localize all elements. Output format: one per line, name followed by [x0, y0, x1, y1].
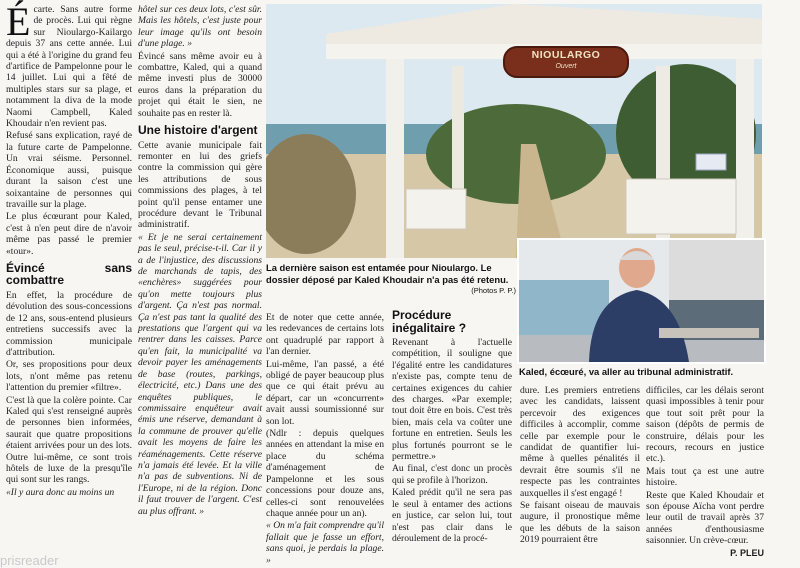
paragraph: Refusé sans explication, rayé de la future carte de Pampelonne. Un vrai séisme. Personnel. Économique aussi, puisque durant la saison c'est une soixantaine de personnes qui travaille sur la plage. [6, 130, 132, 210]
author-signature: P. PLEU [730, 547, 764, 558]
paragraph: Revenant à l'actuelle compétition, il souligne que l'égalité entre les candidatures n'existe pas, compte tenu de certaines exigences du cahier des charges. «Par exemple; tout doit être en bois. C'est très bien, mais cela va coûter une fortune en entretien. Seuls les plus fortunés pourront se le permettre.» [392, 337, 512, 463]
photo-caption-2: Kaled, écœuré, va aller au tribunal administratif. [519, 366, 734, 377]
section-heading-procedure: Procédure inégalitaire ? [392, 308, 467, 335]
article-column-5 [520, 385, 640, 547]
drop-cap: É [6, 0, 31, 44]
paragraph: Mais tout ça est une autre histoire. [646, 465, 764, 489]
paragraph: C'est là que la colère pointe. Car Kaled qui s'est renseigné auprès de personnes bien informées, saurait que quatre propositions étaient arrivées pour un des lots. Outre lui-même, ce sont trois hôtels de luxe de la presqu'île qui sont sur les rangs. [6, 394, 132, 486]
quote: «Il y aura donc au moins un [6, 486, 115, 498]
paragraph: Cette avanie municipale fait remonter en lui des griefs contre la commission qui gère les attributions de sous commissions des plages, à tel point qu'il pense entamer une procédure devant le Tribunal administratif. [138, 139, 262, 231]
reader-watermark: prisreader [0, 553, 59, 568]
sign-subtitle: Ouvert [555, 63, 577, 70]
paragraph: Évincé sans même avoir eu à combattre, Kaled, qui a quand même investi plus de 30000 euros dans la préparation du projet qui était le sien, ne souhaite pas en rester là. [138, 50, 262, 119]
paragraph: Et de noter que cette année, les redevances de certains lots ont quadruplé par rapport à l'an dernier. [266, 312, 384, 358]
paragraph: Lui-même, l'an passé, a été obligé de payer beaucoup plus que ce qui était prévu au départ, car un «concurrent» avait aussi soumissionné sur son lot. [266, 358, 384, 427]
section-heading-argent: Une histoire d'argent [138, 123, 258, 138]
paragraph: Reste que Kaled Khoudair et son épouse Aïcha vont perdre leur outil de travail après 37 années d'enthousiasme saisonnier. Un crève-cœur. [646, 489, 764, 547]
paragraph: Au final, c'est donc un procès qui se profile à l'horizon. [392, 463, 512, 486]
quote: « On m'a fait comprendre qu'il fallait que je fasse un effort, sans quoi, je perdais la plage. » [266, 520, 384, 566]
portrait-illustration [519, 240, 764, 362]
paragraph: Se faisant oiseau de mauvais augure, il pronostique même que les débuts de la saison 2019 pourraient être [520, 500, 640, 546]
article-column-1 [6, 0, 132, 499]
paragraph [6, 0, 132, 130]
photo-credit: (Photos P. P.) [471, 286, 516, 295]
quote: « Et je ne serai certainement pas le seul, précise-t-il. Car il y a de l'injustice, des discussions de marchands de tapis, des «enchères» suggérées pour qu'on mette toujours plus d'argent. Ça n'est pas normal. Ça n'est pas tant la qualité des prestations que l'argent qui va rentrer dans les caisses. Parce qu'en fait, la municipalité va devoir payer les aménagements de base (routes, parkings, électricité, etc.) Dans une des enquêtes publiques, le commissaire enquêteur avait émis une réserve, demandant à la commune de prouver qu'elle avait les moyens de faire les réaménagements. Cette réserve n'a jamais été levée. Et la ville n'a pas de subventions. Ni de l'Europe, ni de la région. Donc il faut trouver de l'argent. C'est au plus offrant. » [138, 231, 262, 517]
paragraph: Or, ses propositions pour deux lots, n'ont même pas retenu l'attention du premier «filtre». [6, 359, 132, 394]
paragraph: (Ndlr : depuis quelques années en attendant la mise en place du schéma d'aménagement de Pampelonne et les sous concessions pour douze ans, celles-ci sont renouvelées chaque année pour un an). [266, 428, 384, 519]
photo-caption-1 [266, 262, 516, 297]
paragraph: Kaled prédit qu'il ne sera pas le seul à entamer des actions en justice, car selon lui, tout n'est pas clair dans le déroulement de la procé- [392, 487, 512, 544]
paragraph: En effet, la procédure de dévolution des sous-concessions de 12 ans, sous-entend plusieurs entretiens successifs avec la commission municipale d'attribution. [6, 289, 132, 358]
caption-text: La dernière saison est entamée pour Nioulargo. Le dossier déposé par Kaled Khoudair n'a pas été retenu. [266, 262, 509, 285]
gazebo-illustration [266, 4, 762, 258]
article-column-4 [392, 304, 512, 545]
paragraph: dure. Les premiers entretiens avec les candidats, laissent percevoir des exigences difficiles à accomplir, comme celle par exemple pour le candidat de quantifier lui-même à quelles pénalités il devrait être soumis s'il ne respecte pas les contraintes auxquelles il s'est engagé ! [520, 385, 640, 499]
paragraph: difficiles, car les délais seront quasi impossibles à tenir pour que tout soit prêt pour la saison (dépôts de permis de construire, délais pour les recours, recours en justice etc.). [646, 385, 764, 465]
beach-gazebo-photo [266, 4, 762, 258]
paragraph: Le plus écœurant pour Kaled, c'est à n'en peut dire de n'avoir même pas passé le premier «tour». [6, 211, 132, 257]
nioulargo-sign [503, 46, 629, 78]
article-column-3 [266, 312, 384, 567]
article-column-6 [646, 385, 764, 560]
section-heading-evince: Évincé sans combattre [6, 260, 132, 288]
quote: hôtel sur ces deux lots, c'est sûr. Mais les hôtels, c'est juste pour leur image qu'ils ont besoin d'une plage. » [138, 4, 262, 50]
sign-title: NIOULARGO [531, 49, 601, 61]
article-column-2 [138, 4, 262, 518]
paragraph-text: carte. Sans autre forme de procès. Lui qui règne sur Nioulargo-Kailargo depuis 37 ans cette année. Lui qui a été à l'origine du grand feu d'artifice de Pampelonne pour le 14 juillet. Lui qui a fêté de multiples stars sur sa plage, et notamment la diva de la mode Naomi Campbell, Kaled Khoudair n'en revient pas. [6, 4, 132, 130]
kaled-portrait-photo [517, 238, 766, 364]
